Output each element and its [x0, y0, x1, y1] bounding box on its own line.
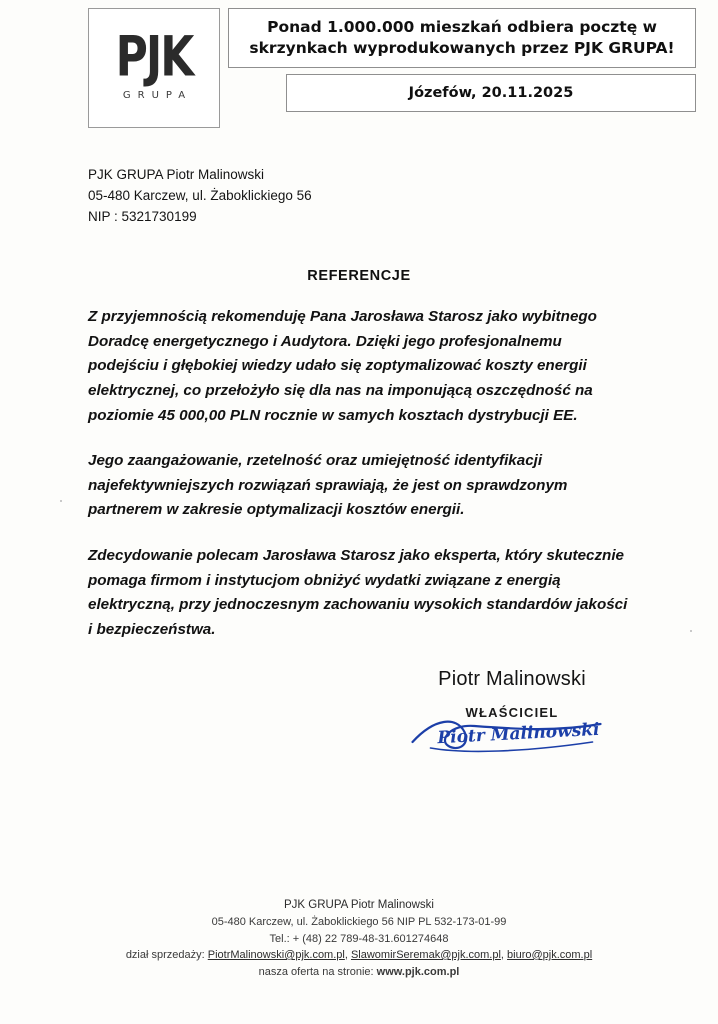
company-logo — [88, 8, 220, 128]
logo-mark-text: PJK — [115, 25, 193, 89]
footer-sales-line — [0, 947, 718, 964]
sender-nip: NIP : 5321730199 — [88, 208, 197, 224]
paper-speck — [60, 500, 62, 502]
logo-subtitle-text: GRUPA — [122, 89, 193, 101]
paragraph-2: Jego zaangażowanie, rzetelność oraz umiejętność identyfikacji najefektywniejszych rozwiązań sprawiają, że jest on sprawdzonym partnerem w zakresie optymalizacji kosztów energii. — [88, 452, 568, 519]
signature-block — [362, 668, 662, 749]
signatory-name: Piotr Malinowski — [438, 668, 586, 690]
handwritten-signature-text: Piotr Malinowski — [436, 719, 601, 749]
footer-website-prefix: nasza oferta na stronie: — [258, 965, 377, 978]
footer-email-sep-2: , — [500, 949, 508, 961]
header-banner-text: Ponad 1.000.000 mieszkań odbiera pocztę w skrzynkach wyprodukowanych przez PJK GRUPA! — [249, 18, 675, 57]
footer-email-2[interactable]: SlawomirSeremak@pjk.com.pl — [350, 949, 501, 961]
sender-company: PJK GRUPA Piotr Malinowski — [88, 167, 265, 182]
sender-address — [88, 165, 312, 228]
date-text: Józefów, 20.11.2025 — [408, 85, 574, 101]
footer-sales-prefix: dział sprzedaży: — [125, 949, 208, 961]
footer-address: 05-480 Karczew, ul. Żaboklickiego 56 NIP PL 532-173-01-99 — [211, 916, 507, 928]
paragraph-3: Zdecydowanie polecam Jarosława Starosz jako eksperta, który skutecznie pomaga firmom i instytucjom obniżyć wydatki związane z energią elektryczną, przy jednoczesnym zachowaniu wysokich standardów jakości i bezpieczeństwa. — [88, 547, 628, 638]
letter-body — [88, 305, 633, 643]
letterhead — [88, 8, 696, 126]
signatory-role: WŁAŚCICIEL — [465, 705, 559, 720]
paragraph-1: Z przyjemnością rekomenduję Pana Jarosława Starosz jako wybitnego Doradcę energetycznego i Audytora. Dzięki jego profesjonalnemu podejściu i głębokiej wiedzy udało się zoptymalizować koszty energii elektrycznej, co przełożyło się dla nas na imponującą oszczędność na poziomie 45 000,00 PLN rocznie w samych kosztach dystrybucji EE. — [88, 308, 597, 424]
header-banner — [228, 8, 696, 68]
footer-email-1[interactable]: PiotrMalinowski@pjk.com.pl — [207, 949, 345, 961]
page-title: REFERENCJE — [307, 268, 411, 284]
paper-speck — [690, 630, 692, 632]
sender-street: 05-480 Karczew, ul. Żaboklickiego 56 — [88, 187, 312, 203]
footer-website-line — [0, 964, 718, 981]
page-footer — [0, 897, 718, 980]
footer-website[interactable]: www.pjk.com.pl — [376, 965, 460, 978]
footer-email-sep-1: , — [344, 949, 351, 961]
date-box — [286, 74, 696, 112]
footer-email-3[interactable]: biuro@pjk.com.pl — [507, 949, 593, 961]
footer-company: PJK GRUPA Piotr Malinowski — [284, 898, 434, 911]
footer-phone: Tel.: + (48) 22 789-48-31.601274648 — [269, 932, 449, 945]
